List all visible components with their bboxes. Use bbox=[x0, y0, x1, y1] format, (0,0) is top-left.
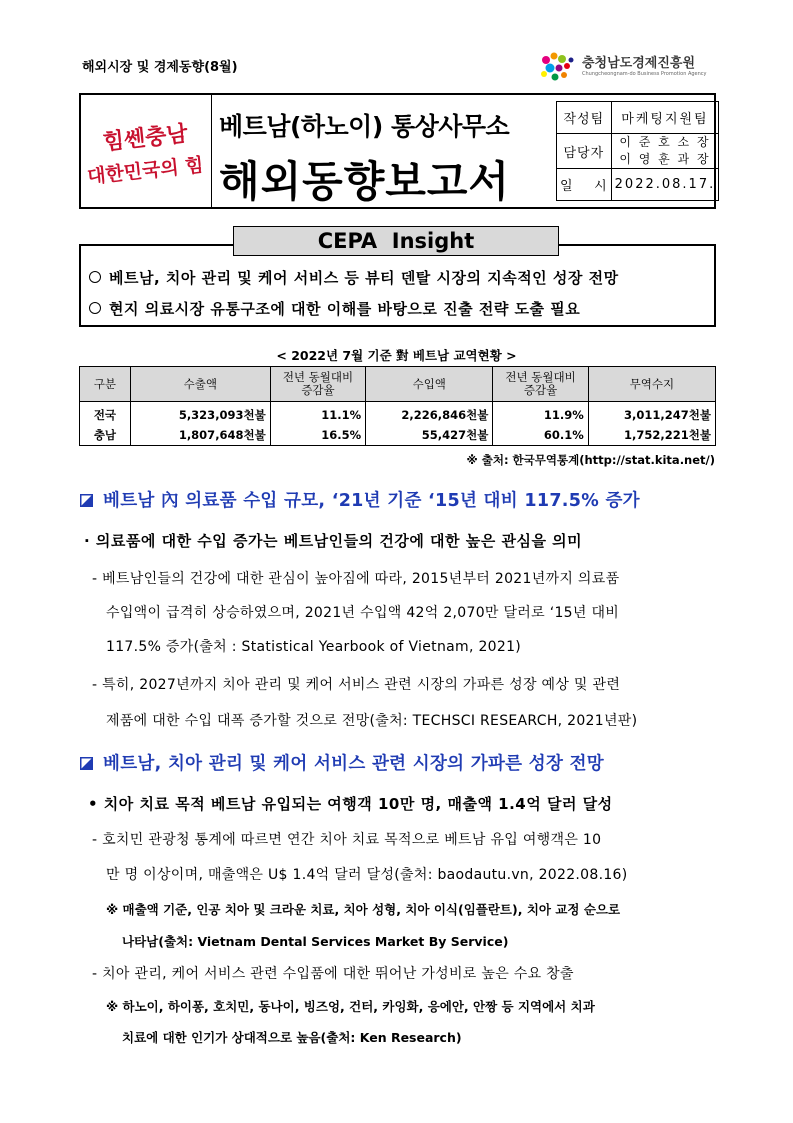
trade-header-0: 구분 bbox=[80, 367, 131, 402]
slogan-line1: 힘쎈충남 bbox=[101, 120, 189, 156]
trade-header-3: 수입액 bbox=[366, 367, 493, 402]
table-cell: 충남 bbox=[80, 425, 131, 446]
agency-logo bbox=[536, 50, 726, 84]
table-cell: 3,011,247천불 bbox=[588, 402, 715, 426]
trade-header-4: 전년 동월대비 증감율 bbox=[493, 367, 588, 402]
team-label: 작성팀 bbox=[557, 102, 612, 134]
cepa-title: CEPA Insight bbox=[233, 226, 559, 256]
slogan-image bbox=[87, 103, 205, 201]
cepa-point-2: 현지 의료시장 유통구조에 대한 이해를 바탕으로 진출 전략 도출 필요 bbox=[89, 298, 580, 319]
s1-p1-l3: 117.5% 증가(출처 : Statistical Yearbook of Vietnam, 2021) bbox=[106, 639, 522, 655]
table-row bbox=[80, 425, 716, 446]
table-cell: 55,427천불 bbox=[366, 425, 493, 446]
cepa-insight-box bbox=[79, 244, 716, 327]
person-1: 이 준 호 소 장 bbox=[619, 135, 711, 149]
agency-emblem-icon bbox=[536, 50, 578, 84]
person-value bbox=[611, 134, 719, 169]
date-value: 2022.08.17. bbox=[611, 169, 719, 201]
section1-heading: 베트남 內 의료품 수입 규모, ‘21년 기준 ‘15년 대비 117.5% 증가 bbox=[80, 487, 640, 512]
table-cell: 1,807,648천불 bbox=[130, 425, 270, 446]
s2-p1-l1: - 호치민 관광청 통계에 따르면 연간 치아 치료 목적으로 베트남 유입 여행객은 10 bbox=[92, 832, 602, 848]
report-header bbox=[79, 93, 716, 209]
person-2: 이 영 훈 과 장 bbox=[619, 152, 711, 166]
team-value: 마케팅지원팀 bbox=[611, 102, 719, 134]
trade-table bbox=[79, 366, 716, 446]
s1-p1-l1: - 베트남인들의 건강에 대한 관심이 높아짐에 따라, 2015년부터 2021년까지 의료품 bbox=[92, 571, 620, 587]
circle-bullet-icon bbox=[89, 302, 101, 314]
s2-note1-l2: 나타남(출처: Vietnam Dental Services Market By Service) bbox=[122, 934, 509, 949]
table-cell: 11.9% bbox=[493, 402, 588, 426]
table-cell: 1,752,221천불 bbox=[588, 425, 715, 446]
s2-p2-l1: - 치아 관리, 케어 서비스 관련 수입품에 대한 뛰어난 가성비로 높은 수요 창출 bbox=[92, 966, 574, 982]
s1-p2-l1: - 특히, 2027년까지 치아 관리 및 케어 서비스 관련 시장의 가파른 성장 예상 및 관련 bbox=[92, 677, 621, 693]
office-title: 베트남(하노이) 통상사무소 bbox=[219, 112, 510, 141]
s1-p2-l2: 제품에 대한 수입 대폭 증가할 것으로 전망(출처: TECHSCI RESEARCH, 2021년판) bbox=[106, 713, 638, 729]
report-meta-table bbox=[556, 101, 719, 201]
cepa-point-1: 베트남, 치아 관리 및 케어 서비스 등 뷰티 덴탈 시장의 지속적인 성장 전망 bbox=[89, 267, 619, 288]
table-row bbox=[80, 402, 716, 426]
trade-header-1: 수출액 bbox=[130, 367, 270, 402]
s2-note2-l1: ※ 하노이, 하이퐁, 호치민, 동나이, 빙즈엉, 건터, 카잉화, 응에안, 안짱 등 지역에서 치과 bbox=[106, 999, 595, 1014]
table-cell: 60.1% bbox=[493, 425, 588, 446]
report-title: 해외동향보고서 bbox=[219, 157, 511, 206]
trade-header-5: 무역수지 bbox=[588, 367, 715, 402]
section1-sub: · 의료품에 대한 수입 증가는 베트남인들의 건강에 대한 높은 관심을 의미 bbox=[84, 532, 583, 550]
report-category-label: 해외시장 및 경제동향(8월) bbox=[82, 60, 238, 75]
trade-source: ※ 출처: 한국무역통계(http://stat.kita.net/) bbox=[466, 453, 715, 467]
date-label: 일 시 bbox=[557, 169, 612, 201]
trade-table-caption: < 2022년 7월 기준 對 베트남 교역현황 > bbox=[276, 348, 517, 363]
s2-note2-l2: 치료에 대한 인기가 상대적으로 높음(출처: Ken Research) bbox=[122, 1030, 462, 1045]
section2-heading: 베트남, 치아 관리 및 케어 서비스 관련 시장의 가파른 성장 전망 bbox=[80, 750, 604, 775]
s1-p1-l2: 수입액이 급격히 상승하였으며, 2021년 수입액 42억 2,070만 달러로 ‘15년 대비 bbox=[106, 605, 620, 621]
table-cell: 16.5% bbox=[270, 425, 365, 446]
agency-name-en: Chungcheongnam-do Business Promotion Agency bbox=[582, 71, 707, 77]
table-cell: 5,323,093천불 bbox=[130, 402, 270, 426]
trade-header-2: 전년 동월대비 증감율 bbox=[270, 367, 365, 402]
table-cell: 2,226,846천불 bbox=[366, 402, 493, 426]
table-cell: 전국 bbox=[80, 402, 131, 426]
circle-bullet-icon bbox=[89, 271, 101, 283]
agency-name: 충청남도경제진흥원 bbox=[582, 56, 696, 71]
s2-p1-l2: 만 명 이상이며, 매출액은 U$ 1.4억 달러 달성(출처: baodautu.vn, 2022.08.16) bbox=[106, 867, 628, 883]
s2-note1-l1: ※ 매출액 기준, 인공 치아 및 크라운 치료, 치아 성형, 치아 이식(임플란트), 치아 교정 순으로 bbox=[106, 902, 621, 917]
section-marker-icon bbox=[80, 757, 93, 770]
section2-sub: • 치아 치료 목적 베트남 유입되는 여행객 10만 명, 매출액 1.4억 달러 달성 bbox=[88, 795, 613, 813]
person-label: 담당자 bbox=[557, 134, 612, 169]
slogan-line2: 대한민국의 힘 bbox=[87, 153, 205, 189]
section-marker-icon bbox=[80, 494, 93, 507]
table-cell: 11.1% bbox=[270, 402, 365, 426]
